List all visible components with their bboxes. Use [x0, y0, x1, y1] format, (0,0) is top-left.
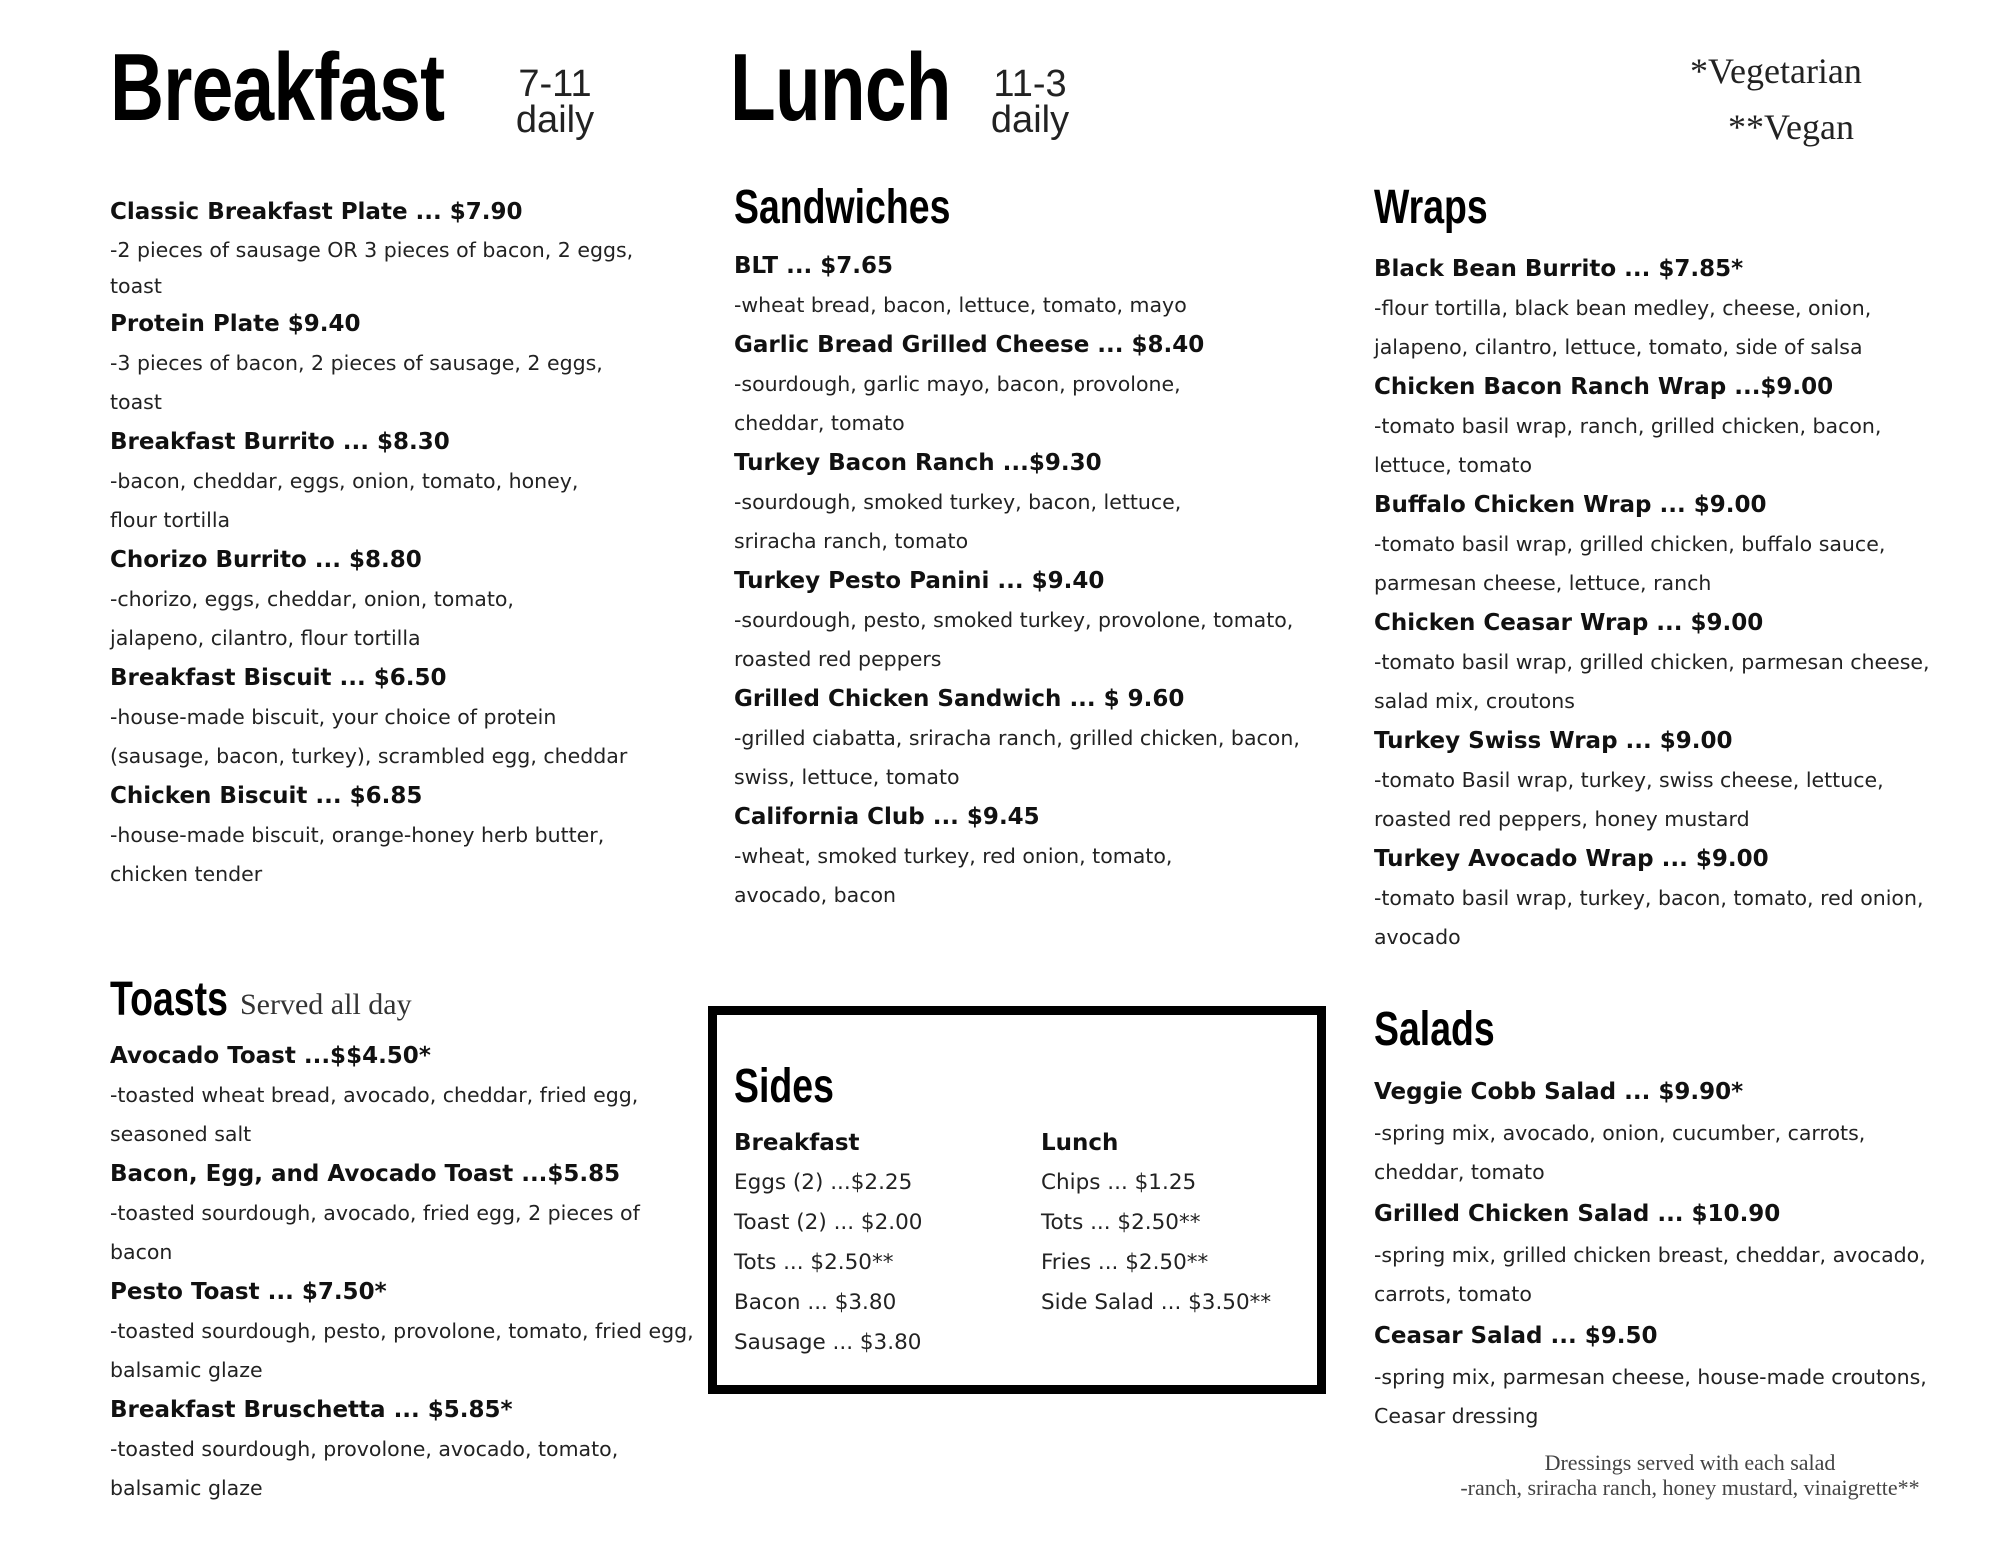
item-name: Chorizo Burrito ... $8.80: [110, 547, 422, 573]
list-item: [1374, 721, 1974, 839]
item-name: Pesto Toast ... $7.50*: [110, 1279, 387, 1305]
item-description: -house-made biscuit, your choice of protein (sausage, bacon, turkey), scrambled egg, cheddar: [110, 705, 628, 768]
sides-lunch-column: [1041, 1123, 1271, 1323]
list-item: [1374, 367, 1974, 485]
salads-title: Salads: [1374, 1003, 1495, 1056]
item-description: -grilled ciabatta, sriracha ranch, grilled chicken, bacon, swiss, lettuce, tomato: [734, 726, 1300, 789]
item-description: -sourdough, smoked turkey, bacon, lettuce, sriracha ranch, tomato: [734, 490, 1182, 553]
item-name: Classic Breakfast Plate ... $7.90: [110, 199, 523, 225]
item-description: -sourdough, pesto, smoked turkey, provolone, tomato, roasted red peppers: [734, 608, 1294, 671]
list-item: Fries ... $2.50**: [1041, 1250, 1209, 1275]
item-description: -spring mix, parmesan cheese, house-made croutons, Ceasar dressing: [1374, 1365, 1927, 1428]
list-item: [110, 1390, 690, 1508]
item-name: Breakfast Burrito ... $8.30: [110, 429, 450, 455]
wraps-list: [1374, 249, 1974, 957]
item-description: -flour tortilla, black bean medley, cheese, onion, jalapeno, cilantro, lettuce, tomato, side of salsa: [1374, 296, 1872, 359]
item-description: -tomato basil wrap, grilled chicken, parmesan cheese, salad mix, croutons: [1374, 650, 1930, 713]
list-item: [734, 679, 1314, 797]
list-item: Toast (2) ... $2.00: [734, 1210, 923, 1235]
dressing-note: [1410, 1450, 1970, 1500]
sides-lunch-heading: Lunch: [1041, 1130, 1119, 1156]
item-name: Buffalo Chicken Wrap ... $9.00: [1374, 492, 1767, 518]
sides-box: [708, 1006, 1326, 1394]
legend-vegan: **Vegan: [1728, 107, 1854, 147]
item-description: -toasted sourdough, provolone, avocado, tomato, balsamic glaze: [110, 1437, 619, 1500]
item-description: -tomato basil wrap, turkey, bacon, tomato, red onion, avocado: [1374, 886, 1924, 949]
lunch-hours-daily: daily: [990, 99, 1070, 141]
item-description: -toasted wheat bread, avocado, cheddar, fried egg, seasoned salt: [110, 1083, 639, 1146]
legend-vegetarian: *Vegetarian: [1690, 51, 1862, 91]
list-item: Chips ... $1.25: [1041, 1170, 1197, 1195]
breakfast-hours: [510, 63, 600, 141]
item-name: Breakfast Biscuit ... $6.50: [110, 665, 447, 691]
dressing-note-line-2: -ranch, sriracha ranch, honey mustard, vinaigrette**: [1460, 1475, 1920, 1500]
item-description: -tomato basil wrap, ranch, grilled chicken, bacon, lettuce, tomato: [1374, 414, 1882, 477]
item-description: -toasted sourdough, pesto, provolone, tomato, fried egg, balsamic glaze: [110, 1319, 694, 1382]
item-description: -2 pieces of sausage OR 3 pieces of bacon, 2 eggs, toast: [110, 238, 634, 298]
item-name: Turkey Bacon Ranch ...$9.30: [734, 450, 1102, 476]
item-name: Turkey Pesto Panini ... $9.40: [734, 568, 1105, 594]
list-item: Eggs (2) ...$2.25: [734, 1170, 913, 1195]
list-item: Sausage ... $3.80: [734, 1330, 922, 1355]
item-description: -chorizo, eggs, cheddar, onion, tomato, jalapeno, cilantro, flour tortilla: [110, 587, 514, 650]
salads-list: [1374, 1070, 1984, 1436]
list-item: Side Salad ... $3.50**: [1041, 1290, 1272, 1315]
list-item: Tots ... $2.50**: [734, 1250, 894, 1275]
item-description: -tomato Basil wrap, turkey, swiss cheese, lettuce, roasted red peppers, honey mustard: [1374, 768, 1884, 831]
list-item: [1374, 485, 1974, 603]
item-name: Grilled Chicken Salad ... $10.90: [1374, 1201, 1781, 1227]
lunch-hours-range: 11-3: [993, 63, 1067, 105]
list-item: [1374, 249, 1974, 367]
sides-breakfast-column: [734, 1123, 922, 1363]
list-item: [110, 422, 680, 540]
sides-breakfast-heading: Breakfast: [734, 1130, 860, 1156]
item-name: Chicken Bacon Ranch Wrap ...$9.00: [1374, 374, 1834, 400]
item-description: -wheat bread, bacon, lettuce, tomato, mayo: [734, 293, 1187, 317]
breakfast-hours-daily: daily: [515, 99, 595, 141]
item-description: -spring mix, grilled chicken breast, cheddar, avocado, carrots, tomato: [1374, 1243, 1926, 1306]
item-name: Breakfast Bruschetta ... $5.85*: [110, 1397, 513, 1423]
item-description: -bacon, cheddar, eggs, onion, tomato, honey, flour tortilla: [110, 469, 579, 532]
item-description: -sourdough, garlic mayo, bacon, provolone, cheddar, tomato: [734, 372, 1181, 435]
item-name: Garlic Bread Grilled Cheese ... $8.40: [734, 332, 1205, 358]
breakfast-title: Breakfast: [110, 34, 445, 141]
list-item: [110, 304, 680, 422]
item-description: -toasted sourdough, avocado, fried egg, 2 pieces of bacon: [110, 1201, 640, 1264]
list-item: [110, 658, 680, 776]
list-item: Bacon ... $3.80: [734, 1290, 897, 1315]
item-description: -house-made biscuit, orange-honey herb butter, chicken tender: [110, 823, 605, 886]
item-name: Bacon, Egg, and Avocado Toast ...$5.85: [110, 1161, 621, 1187]
item-name: Ceasar Salad ... $9.50: [1374, 1323, 1658, 1349]
list-item: [110, 1154, 690, 1272]
list-item: [1374, 603, 1974, 721]
item-name: California Club ... $9.45: [734, 804, 1040, 830]
list-item: [734, 325, 1314, 443]
item-description: -wheat, smoked turkey, red onion, tomato, avocado, bacon: [734, 844, 1173, 907]
list-item: [734, 246, 1314, 325]
list-item: [734, 443, 1314, 561]
item-name: Turkey Avocado Wrap ... $9.00: [1374, 846, 1769, 872]
item-name: BLT ... $7.65: [734, 253, 894, 279]
breakfast-list: [110, 192, 680, 894]
list-item: [1374, 1314, 1984, 1436]
item-description: -tomato basil wrap, grilled chicken, buffalo sauce, parmesan cheese, lettuce, ranch: [1374, 532, 1886, 595]
list-item: [110, 540, 680, 658]
item-description: -3 pieces of bacon, 2 pieces of sausage, 2 eggs, toast: [110, 351, 603, 414]
lunch-title: Lunch: [730, 34, 951, 141]
item-description: -spring mix, avocado, onion, cucumber, carrots, cheddar, tomato: [1374, 1121, 1866, 1184]
list-item: [734, 797, 1314, 915]
item-name: Veggie Cobb Salad ... $9.90*: [1374, 1079, 1744, 1105]
item-name: Protein Plate $9.40: [110, 311, 361, 337]
toasts-note: Served all day: [240, 988, 412, 1021]
toasts-list: [110, 1036, 694, 1508]
sandwiches-title: Sandwiches: [734, 181, 951, 234]
dressing-note-line-1: Dressings served with each salad: [1544, 1450, 1836, 1475]
item-name: Black Bean Burrito ... $7.85*: [1374, 256, 1744, 282]
list-item: [1374, 1070, 1984, 1192]
item-name: Grilled Chicken Sandwich ... $ 9.60: [734, 686, 1185, 712]
item-name: Chicken Biscuit ... $6.85: [110, 783, 423, 809]
list-item: [1374, 839, 1974, 957]
item-name: Turkey Swiss Wrap ... $9.00: [1374, 728, 1733, 754]
sides-title: Sides: [734, 1060, 834, 1113]
list-item: [734, 561, 1314, 679]
item-name: Avocado Toast ...$$4.50*: [110, 1043, 431, 1069]
list-item: [110, 776, 680, 894]
item-name: Chicken Ceasar Wrap ... $9.00: [1374, 610, 1764, 636]
list-item: Tots ... $2.50**: [1041, 1210, 1201, 1235]
breakfast-hours-range: 7-11: [518, 63, 592, 105]
toasts-title: Toasts: [110, 973, 228, 1026]
list-item: [110, 1036, 690, 1154]
list-item: [1374, 1192, 1984, 1314]
lunch-hours: [985, 63, 1075, 141]
list-item: [110, 192, 680, 304]
sandwiches-list: [734, 246, 1314, 915]
wraps-title: Wraps: [1374, 181, 1488, 234]
list-item: [110, 1272, 694, 1390]
